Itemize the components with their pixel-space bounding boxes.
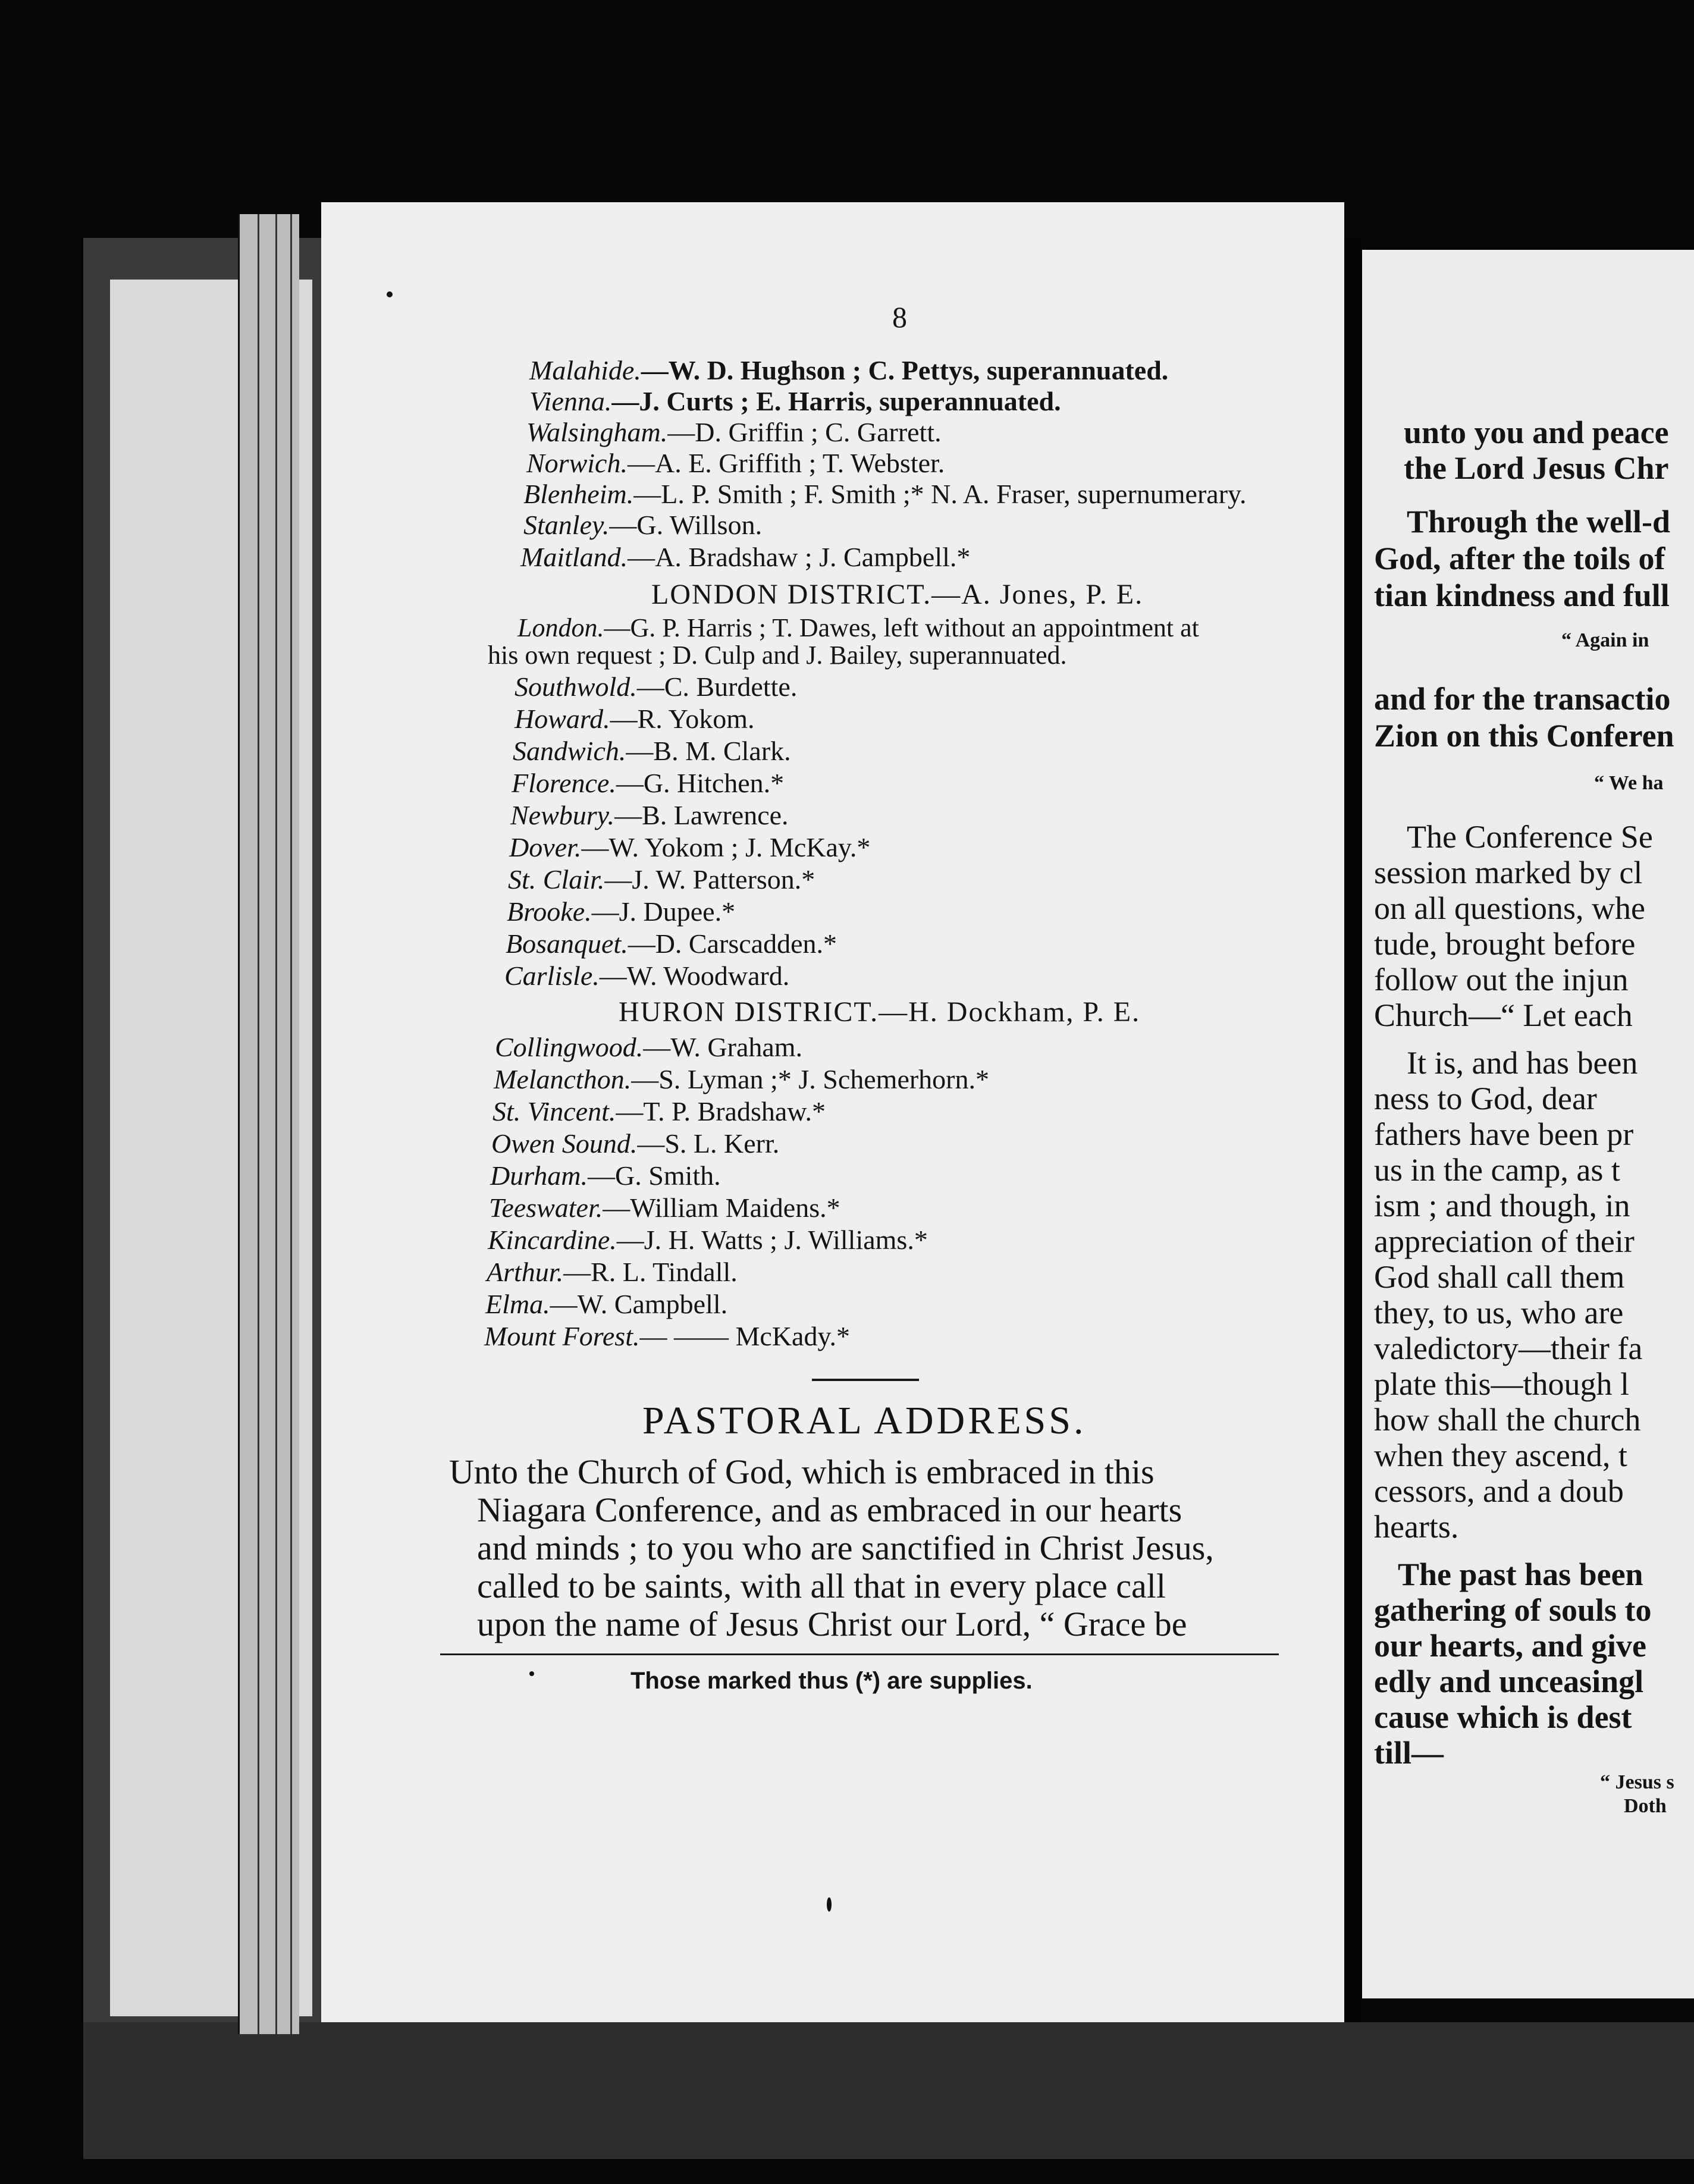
right-page-line: tian kindness and full <box>1374 578 1670 613</box>
right-page-line: cessors, and a doub <box>1374 1473 1624 1509</box>
district-heading-london: LONDON DISTRICT.—A. Jones, P. E. <box>651 579 1144 610</box>
right-page-line: ism ; and though, in <box>1374 1188 1630 1223</box>
right-page-line: on all questions, whe <box>1374 890 1645 926</box>
right-page-line: edly and unceasingl <box>1374 1664 1644 1699</box>
ink-speck <box>827 1897 832 1912</box>
appointment-line: Teeswater.—William Maidens.* <box>489 1193 840 1223</box>
right-page-line: ness to God, dear <box>1374 1081 1597 1116</box>
right-page-line: cause which is dest <box>1374 1699 1632 1735</box>
right-page-line: “ We ha <box>1594 772 1664 794</box>
appointment-line: Mount Forest.— —— McKady.* <box>484 1321 850 1351</box>
address-line: Unto the Church of God, which is embraced in this <box>449 1452 1155 1491</box>
appointment-line: Blenheim.—L. P. Smith ; F. Smith ;* N. A. Fraser, supernumerary. <box>523 479 1247 509</box>
book-gutter <box>1344 238 1362 2022</box>
right-page-line: and for the transactio <box>1374 681 1671 717</box>
appointment-line: Melancthon.—S. Lyman ;* J. Schemerhorn.* <box>494 1064 989 1094</box>
right-page-line: us in the camp, as t <box>1374 1152 1620 1188</box>
appointment-line: St. Clair.—J. W. Patterson.* <box>508 864 815 895</box>
ink-speck <box>387 291 393 297</box>
right-page-line: session marked by cl <box>1374 855 1643 890</box>
appointment-line: Florence.—G. Hitchen.* <box>512 768 785 798</box>
appointment-line: Walsingham.—D. Griffin ; C. Garrett. <box>526 417 942 447</box>
right-page-line: our hearts, and give <box>1374 1628 1647 1664</box>
address-line: Niagara Conference, and as embraced in our hearts <box>477 1490 1182 1529</box>
page-stack <box>238 214 299 2034</box>
appointment-line: Durham.—G. Smith. <box>490 1160 721 1191</box>
left-page <box>321 202 1344 2022</box>
appointment-line: Bosanquet.—D. Carscadden.* <box>506 928 837 959</box>
footnote-rule <box>440 1653 1279 1655</box>
right-page-line: till— <box>1374 1735 1444 1771</box>
right-page-line: unto you and peace <box>1404 415 1669 450</box>
right-page-line: fathers have been pr <box>1374 1116 1634 1152</box>
right-page-line: The past has been <box>1398 1557 1643 1592</box>
right-page-line: Through the well-d <box>1407 504 1671 539</box>
right-page-line: appreciation of their <box>1374 1223 1635 1259</box>
right-page-line: how shall the church <box>1374 1402 1641 1438</box>
appointment-line: Norwich.—A. E. Griffith ; T. Webster. <box>526 448 945 478</box>
address-line: and minds ; to you who are sanctified in Christ Jesus, <box>477 1529 1214 1567</box>
right-page-line: they, to us, who are <box>1374 1295 1624 1331</box>
appointment-line-continuation: his own request ; D. Culp and J. Bailey, superannuated. <box>488 641 1067 670</box>
address-line: called to be saints, with all that in every place call <box>477 1567 1166 1605</box>
right-page-line: plate this—though l <box>1374 1366 1629 1402</box>
right-page-line: God shall call them <box>1374 1259 1625 1295</box>
appointment-line: Dover.—W. Yokom ; J. McKay.* <box>509 832 871 862</box>
right-page-line: Doth <box>1624 1795 1667 1817</box>
page-number: 8 <box>892 300 907 334</box>
appointment-line: Sandwich.—B. M. Clark. <box>513 736 791 766</box>
appointment-line: Kincardine.—J. H. Watts ; J. Williams.* <box>488 1225 928 1255</box>
right-page-line: the Lord Jesus Chr <box>1404 450 1669 486</box>
appointment-line: Collingwood.—W. Graham. <box>495 1032 803 1062</box>
right-page <box>1362 250 1694 1998</box>
ink-speck <box>529 1671 534 1676</box>
address-title: PASTORAL ADDRESS. <box>642 1399 1087 1442</box>
appointment-line: St. Vincent.—T. P. Bradshaw.* <box>492 1096 826 1126</box>
appointment-line: Stanley.—G. Willson. <box>523 510 763 540</box>
appointment-line: Elma.—W. Campbell. <box>485 1289 728 1319</box>
appointment-line: Vienna.—J. Curts ; E. Harris, superannuated. <box>529 386 1061 416</box>
appointment-line: Brooke.—J. Dupee.* <box>507 896 736 927</box>
right-page-line: “ Jesus s <box>1600 1771 1674 1793</box>
appointment-line: London.—G. P. Harris ; T. Dawes, left without an appointment at <box>517 613 1199 642</box>
right-page-line: God, after the toils of <box>1374 541 1665 576</box>
section-rule <box>812 1379 919 1381</box>
district-heading-huron: HURON DISTRICT.—H. Dockham, P. E. <box>619 996 1141 1028</box>
appointment-line: Howard.—R. Yokom. <box>515 704 755 734</box>
appointment-line: Carlisle.—W. Woodward. <box>504 961 790 991</box>
right-page-line: tude, brought before <box>1374 926 1636 962</box>
appointment-line: Owen Sound.—S. L. Kerr. <box>491 1128 780 1159</box>
right-page-line: The Conference Se <box>1407 819 1653 855</box>
right-page-line: gathering of souls to <box>1374 1592 1652 1628</box>
appointment-line: Newbury.—B. Lawrence. <box>510 800 789 830</box>
book-cover-bottom <box>83 2022 1694 2159</box>
address-line: upon the name of Jesus Christ our Lord, “ Grace be <box>477 1605 1187 1643</box>
right-page-line: follow out the injun <box>1374 962 1629 997</box>
right-page-line: It is, and has been <box>1407 1045 1638 1081</box>
right-page-line: “ Again in <box>1561 629 1649 651</box>
appointment-line: Malahide.—W. D. Hughson ; C. Pettys, superannuated. <box>529 355 1169 385</box>
footnote: Those marked thus (*) are supplies. <box>630 1668 1033 1694</box>
right-page-line: valedictory—their fa <box>1374 1331 1643 1366</box>
appointment-line: Arthur.—R. L. Tindall. <box>487 1257 738 1287</box>
appointment-line: Maitland.—A. Bradshaw ; J. Campbell.* <box>520 542 971 572</box>
appointment-line: Southwold.—C. Burdette. <box>515 671 798 702</box>
right-page-line: Church—“ Let each <box>1374 997 1633 1033</box>
right-page-line: when they ascend, t <box>1374 1438 1627 1473</box>
right-page-line: Zion on this Conferen <box>1374 718 1674 754</box>
right-page-line: hearts. <box>1374 1509 1459 1545</box>
